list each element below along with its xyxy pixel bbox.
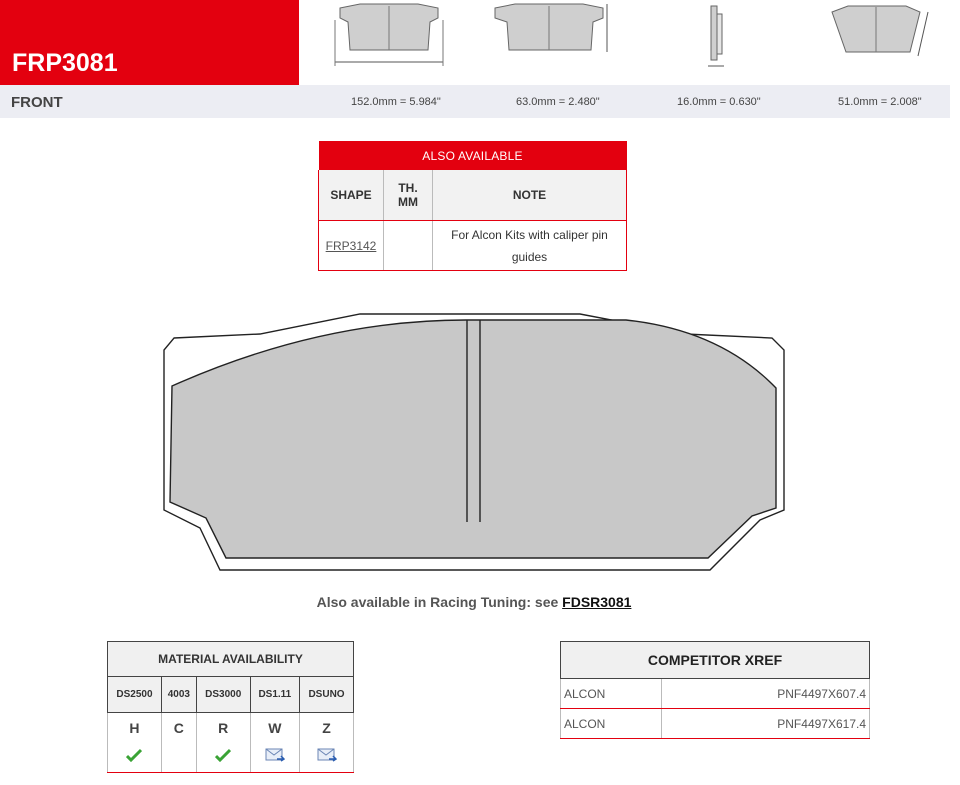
part-title-block: [0, 0, 299, 85]
note-cell: For Alcon Kits with caliper pin guides: [433, 221, 627, 271]
thickness-cell: [384, 221, 433, 271]
dimension-length: 152.0mm = 5.984": [351, 96, 441, 108]
pad-width-drawing: [828, 0, 933, 65]
material-code: DSUNO: [300, 677, 354, 713]
availability-cell: [161, 743, 196, 773]
pad-thickness-drawing: [700, 0, 735, 72]
xref-brand: ALCON: [561, 709, 662, 739]
column-thickness: TH. MM: [384, 170, 433, 221]
check-icon: [126, 748, 142, 762]
availability-cell[interactable]: [300, 743, 354, 773]
material-code: DS3000: [196, 677, 250, 713]
pad-length-drawing: [330, 0, 448, 70]
shape-link[interactable]: FRP3142: [325, 238, 377, 253]
material-code: 4003: [161, 677, 196, 713]
material-letter: C: [161, 713, 196, 744]
availability-cell[interactable]: [250, 743, 299, 773]
brake-pad-drawing: [160, 310, 788, 580]
column-note: NOTE: [433, 170, 627, 221]
material-letter: H: [108, 713, 162, 744]
material-letter: Z: [300, 713, 354, 744]
material-code: DS1.11: [250, 677, 299, 713]
material-availability-table: [107, 641, 354, 773]
racing-tuning-note: [0, 594, 948, 610]
shape-cell: [319, 221, 384, 271]
dimension-width: 51.0mm = 2.008": [838, 96, 922, 108]
mail-icon[interactable]: [317, 748, 337, 762]
material-title: MATERIAL AVAILABILITY: [108, 642, 354, 677]
axle-position: FRONT: [11, 94, 63, 111]
availability-cell: [108, 743, 162, 773]
dimension-thickness: 16.0mm = 0.630": [677, 96, 761, 108]
dimension-height: 63.0mm = 2.480": [516, 96, 600, 108]
competitor-xref-table: [560, 641, 870, 739]
xref-title: COMPETITOR XREF: [561, 642, 870, 679]
material-letter: R: [196, 713, 250, 744]
material-letter: W: [250, 713, 299, 744]
racing-text: Also available in Racing Tuning: see: [316, 594, 563, 610]
also-available-title: ALSO AVAILABLE: [319, 141, 627, 170]
front-info-bar: [0, 85, 950, 118]
part-number: FRP3081: [12, 49, 118, 77]
also-available-table: [318, 141, 627, 271]
xref-part: PNF4497X617.4: [662, 709, 870, 739]
racing-link[interactable]: FDSR3081: [562, 594, 632, 610]
check-icon: [215, 748, 231, 762]
mail-icon[interactable]: [265, 748, 285, 762]
xref-brand: ALCON: [561, 679, 662, 709]
material-code: DS2500: [108, 677, 162, 713]
xref-part: PNF4497X607.4: [662, 679, 870, 709]
pad-height-drawing: [487, 0, 612, 70]
availability-cell: [196, 743, 250, 773]
column-shape: SHAPE: [319, 170, 384, 221]
